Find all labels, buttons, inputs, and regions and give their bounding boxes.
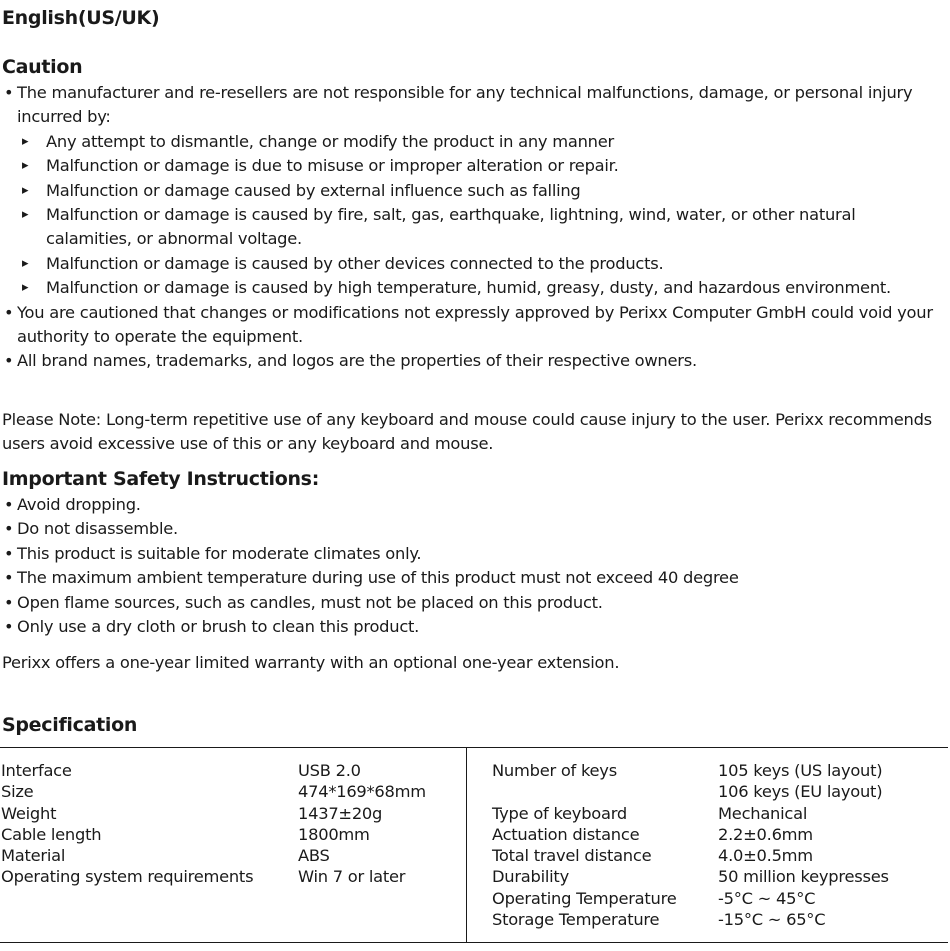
spec-value: 105 keys (US layout)	[718, 761, 883, 780]
caution-subitem: ▸ Malfunction or damage is caused by fire, salt, gas, earthquake, lightning, wind, water, or other natural calamities, or abnormal voltage.	[2, 203, 942, 252]
safety-item: • Open flame sources, such as candles, must not be placed on this product.	[2, 591, 942, 615]
spec-left-labels	[1, 760, 253, 888]
spec-label: Interface	[1, 761, 72, 780]
spec-value: -5°C ~ 45°C	[718, 888, 816, 908]
caution-bullet-intro: • The manufacturer and re-resellers are not responsible for any technical malfunctions, damage, or personal injury incurred by:	[2, 81, 942, 130]
safety-item: • Only use a dry cloth or brush to clean this product.	[2, 615, 942, 639]
spec-label: Material	[1, 846, 66, 866]
safety-list	[2, 493, 942, 639]
spec-label: Operating Temperature	[492, 888, 677, 908]
safety-item: • The maximum ambient temperature during use of this product must not exceed 40 degree	[2, 566, 942, 590]
spec-value: 1437±20g	[298, 803, 383, 823]
caution-bullet-trademarks: • All brand names, trademarks, and logos are the properties of their respective owners.	[2, 349, 942, 373]
spec-value: 4.0±0.5mm	[718, 846, 813, 866]
spec-label: Type of keyboard	[492, 803, 627, 823]
spec-label: Durability	[492, 867, 569, 887]
safety-item: • This product is suitable for moderate climates only.	[2, 542, 942, 566]
spec-value: 2.2±0.6mm	[718, 824, 813, 844]
caution-subitem: ▸ Malfunction or damage is caused by high temperature, humid, greasy, dusty, and hazardous environment.	[2, 276, 942, 300]
caution-subitem: ▸ Malfunction or damage is due to misuse or improper alteration or repair.	[2, 154, 942, 178]
caution-subitem: ▸ Malfunction or damage is caused by other devices connected to the products.	[2, 252, 942, 276]
spec-label: Weight	[1, 803, 57, 823]
spec-label: Operating system requirements	[1, 867, 254, 887]
table-divider	[466, 748, 467, 942]
spec-label: Size	[1, 782, 34, 802]
spec-value: 106 keys (EU layout)	[718, 782, 883, 802]
spec-label: Total travel distance	[492, 846, 652, 866]
spec-label: Cable length	[1, 824, 102, 844]
spec-value: 50 million keypresses	[718, 867, 889, 887]
caution-subitem: ▸ Malfunction or damage caused by external influence such as falling	[2, 179, 942, 203]
caution-heading: Caution	[2, 56, 83, 78]
spec-value: Win 7 or later	[298, 867, 406, 887]
safety-heading: Important Safety Instructions:	[2, 468, 319, 490]
specification-table	[0, 747, 948, 943]
spec-value: -15°C ~ 65°C	[718, 910, 826, 930]
please-note: Please Note: Long-term repetitive use of any keyboard and mouse could cause injury to the user. Perixx recommends users avoid excessive use of this or any keyboard and mouse.	[2, 410, 932, 454]
spec-right-values	[718, 760, 889, 930]
spec-label: Actuation distance	[492, 824, 640, 844]
spec-value: USB 2.0	[298, 761, 361, 780]
spec-value: 1800mm	[298, 824, 370, 844]
caution-bullet-modifications: • You are cautioned that changes or modifications not expressly approved by Perixx Computer GmbH could void your authority to operate the equipment.	[2, 301, 942, 350]
spacer	[492, 781, 676, 802]
specification-heading: Specification	[2, 714, 138, 736]
spec-right-labels	[492, 760, 676, 930]
spec-label: Number of keys	[492, 761, 617, 780]
warranty-text: Perixx offers a one-year limited warranty with an optional one-year extension.	[2, 653, 620, 672]
spec-left-values	[298, 760, 426, 888]
safety-item: • Avoid dropping.	[2, 493, 942, 517]
caution-list	[2, 81, 942, 374]
spec-value: 474*169*68mm	[298, 782, 426, 802]
spec-value: Mechanical	[718, 803, 808, 823]
caution-subitem: ▸ Any attempt to dismantle, change or modify the product in any manner	[2, 130, 942, 154]
language-heading: English(US/UK)	[2, 7, 160, 29]
spec-label: Storage Temperature	[492, 910, 660, 930]
spec-value: ABS	[298, 846, 330, 866]
safety-item: • Do not disassemble.	[2, 517, 942, 541]
